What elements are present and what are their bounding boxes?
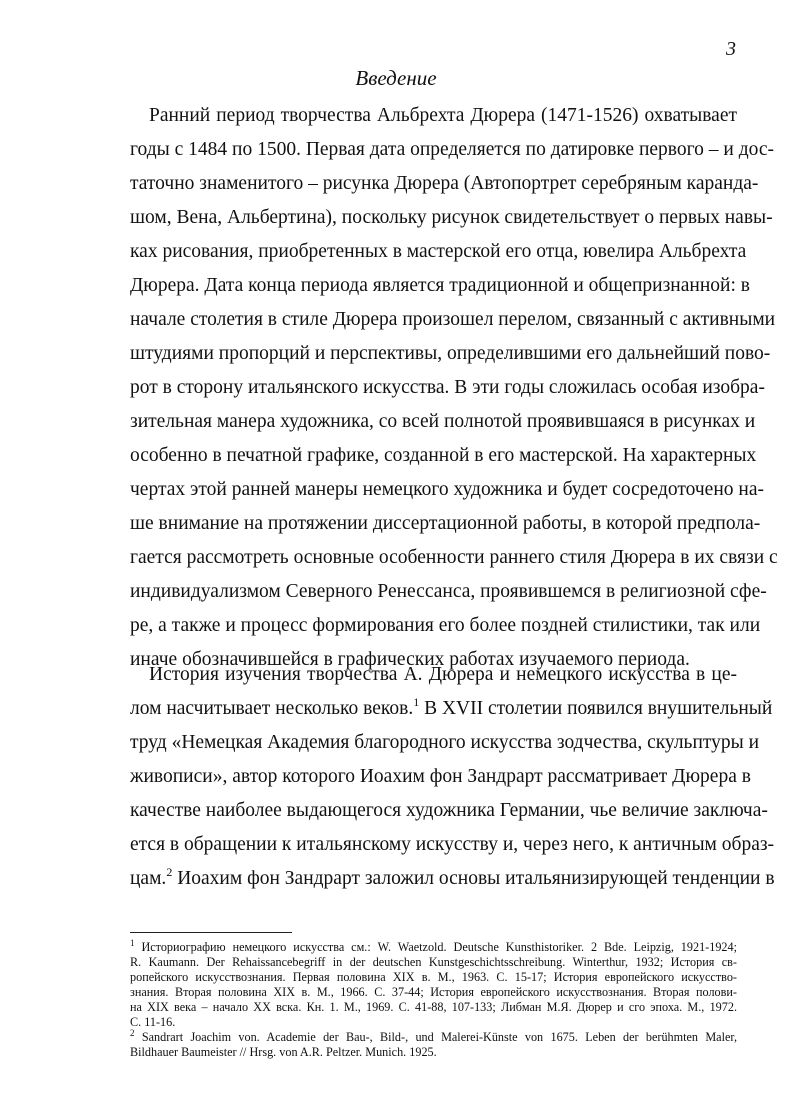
footnote-reference: 2 [166, 865, 173, 879]
footnote-line: С. 11-16. [130, 1015, 176, 1029]
body-text-line: чертах этой ранней манеры немецкого художника и будет сосредоточено на- [130, 479, 764, 500]
page-number: 3 [726, 38, 736, 60]
body-text-line: шом, Вена, Альбертина), поскольку рисунок свидетельствует о первых навы- [130, 207, 773, 228]
body-text-segment: лом насчитывает несколько веков. [130, 698, 414, 719]
body-text-line: гается рассмотреть основные особенности раннего стиля Дюрера в их связи с [130, 547, 778, 568]
body-text-line [130, 695, 773, 721]
footnote-line: знания. Вторая половина XIX в. М., 1966. С. 37-44; История европейского искусствознания. Вторая полови- [130, 985, 737, 999]
body-text-line: Ранний период творчества Альбрехта Дюрера (1471-1526) охватывает [149, 105, 737, 126]
body-text-line: ется в обращении к итальянскому искусству и, через него, к античным образ- [130, 834, 775, 855]
footnote-text: Sandrart Joachim von. Academie der Bau-, Bild-, und Malerei-Künste von 1675. Leben der berühmten Maler, [141, 1030, 737, 1044]
footnote-text: Историографию немецкого искусства см.: W. Waetzold. Deutsche Kunsthistoriker. 2 Bde. Leipzig, 1921-1924; [141, 940, 738, 954]
footnote-line: R. Kaumann. Der Rehaissancebegriff in der deutschen Kunstgeschichtsschreibung. Winterthur, 1932; История св- [130, 955, 737, 969]
footnote-mark: 1 [130, 938, 135, 948]
body-text-line: начале столетия в стиле Дюрера произошел перелом, связанный с активными [130, 309, 776, 330]
body-text-line: годы с 1484 по 1500. Первая дата определяется по датировке первого – и дос- [130, 139, 774, 160]
body-text-segment: цам. [130, 868, 167, 889]
footnote-line [130, 940, 737, 955]
body-text-line: ре, а также и процесс формирования его более поздней стилистики, так или [130, 615, 761, 636]
body-text-line: зительная манера художника, со всей полнотой проявившаяся в рисунках и [130, 411, 756, 432]
footnote-mark: 2 [130, 1028, 135, 1038]
footnote-line [130, 1030, 737, 1045]
body-text-line: таточно знаменитого – рисунка Дюрера (Автопортрет серебряным каранда- [130, 173, 759, 194]
footnote-line: Bildhauer Baumeister // Hrsg. von A.R. Peltzer. Munich. 1925. [130, 1045, 437, 1059]
body-text-line: иначе обозначившейся в графических работах изучаемого периода. [130, 649, 690, 670]
body-text-line: труд «Немецкая Академия благородного искусства зодчества, скульптуры и [130, 732, 760, 753]
footnote-line: на XIX века – начало XX вска. Кн. 1. М., 1969. С. 41-88, 107-133; Либман М.Я. Дюрер и сго эпоха. М., 1972. [130, 1000, 737, 1014]
body-text-segment: В XVII столетии появился внушительный [419, 698, 773, 719]
footnote-line: ропейского искусствознания. Первая половина XIX в. М., 1963. С. 15-17; История европейского искусство- [130, 970, 737, 984]
section-heading: Введение [355, 66, 437, 90]
footnote-reference: 1 [413, 695, 420, 709]
body-text-line: живописи», автор которого Иоахим фон Зандрарт рассматривает Дюрера в [130, 766, 751, 787]
body-text-line: История изучения творчества А. Дюрера и немецкого искусства в це- [149, 664, 737, 685]
footnote-divider [130, 932, 292, 933]
body-text-segment: Иоахим фон Зандрарт заложил основы итальянизирующей тенденции в [177, 868, 775, 889]
body-text-line: особенно в печатной графике, созданной в его мастерской. На характерных [130, 445, 757, 466]
body-text-line: индивидуализмом Северного Ренессанса, проявившемся в религиозной сфе- [130, 581, 767, 602]
body-text-line: рот в сторону итальянского искусства. В эти годы сложилась особая изобра- [130, 377, 765, 398]
body-text-line: Дюрера. Дата конца периода является традиционной и общепризнанной: в [130, 275, 750, 296]
body-text-line: качестве наиболее выдающегося художника Германии, чье величие заключа- [130, 800, 768, 821]
body-text-line: ше внимание на протяжении диссертационной работы, в которой предпола- [130, 513, 761, 534]
body-text-line [130, 865, 775, 891]
body-text-line: ках рисования, приобретенных в мастерской его отца, ювелира Альбрехта [130, 241, 747, 262]
body-text-line: штудиями пропорций и перспективы, определившими его дальнейший пово- [130, 343, 771, 364]
